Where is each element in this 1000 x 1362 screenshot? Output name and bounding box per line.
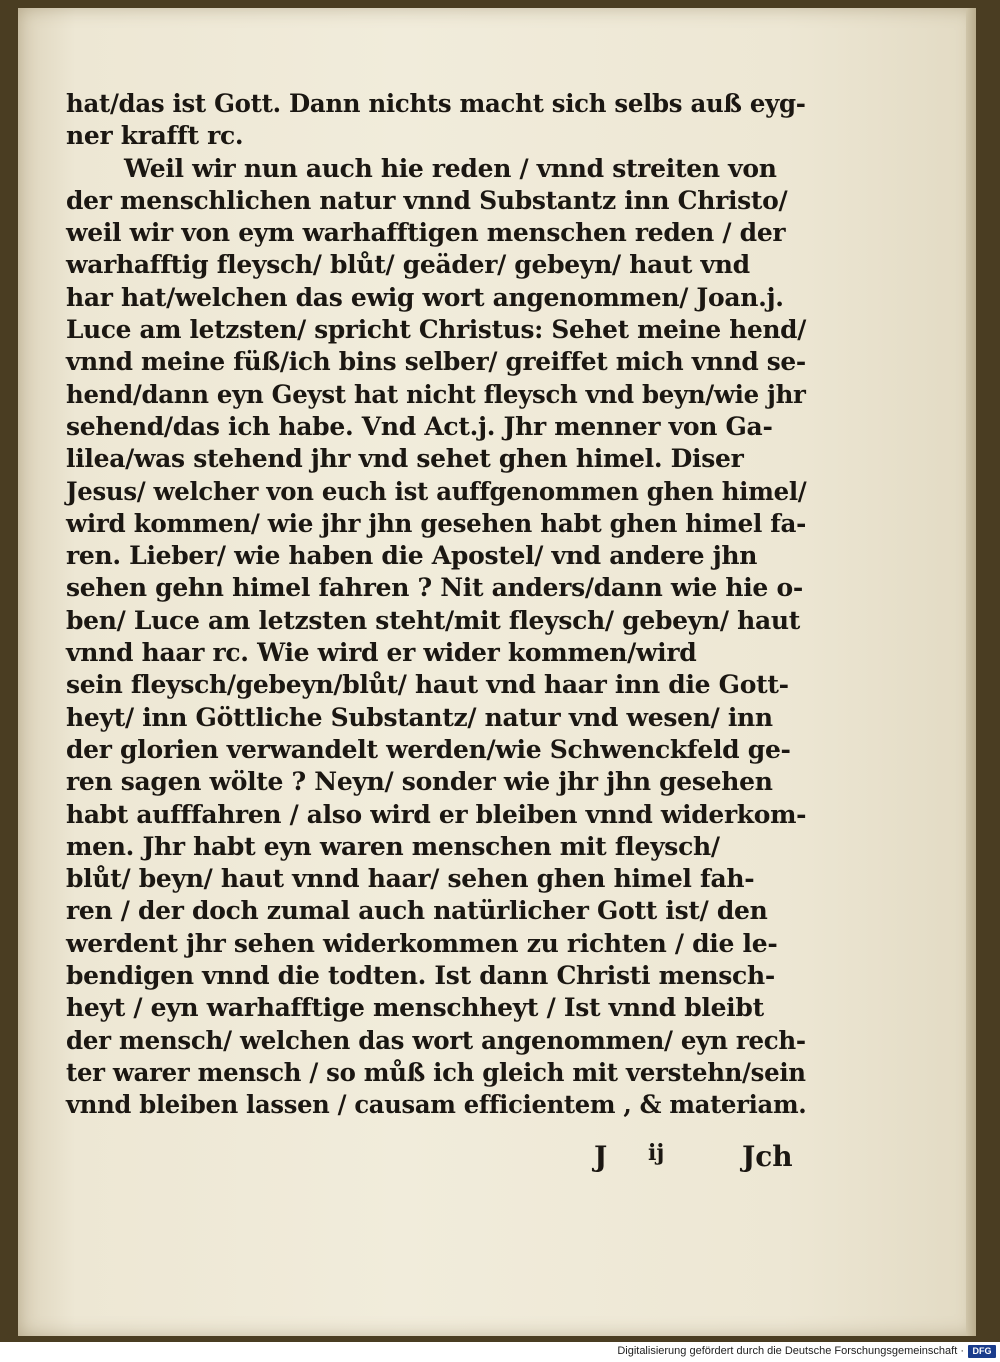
text-line: heyt/ inn Göttliche Substantz/ natur vnd wesen/ inn: [66, 702, 773, 732]
text-line: sehen gehn himel fahren ? Nit anders/dann wie hie o-: [66, 573, 803, 603]
text-line: men. Jhr habt eyn waren menschen mit fleysch/: [66, 831, 720, 861]
footer-credit: Digitalisierung gefördert durch die Deutsche Forschungsgemeinschaft ·: [617, 1345, 964, 1357]
dfg-logo[interactable]: DFG: [968, 1345, 996, 1358]
text-line: weil wir von eym warhafftigen menschen reden / der: [66, 218, 786, 248]
text-line: bendigen vnnd die todten. Ist dann Christi mensch-: [66, 961, 775, 991]
footer-bar: [0, 1342, 1000, 1362]
page-edge: [966, 8, 976, 1336]
text-line: der glorien verwandelt werden/wie Schwenckfeld ge-: [66, 734, 791, 764]
text-line: der menschlichen natur vnnd Substantz inn Christo/: [66, 185, 788, 215]
text-line: ter warer mensch / so můß ich gleich mit verstehn/sein: [66, 1057, 806, 1087]
text-line: wird kommen/ wie jhr jhn gesehen habt ghen himel fa-: [66, 508, 807, 538]
text-line: vnnd haar rc. Wie wird er wider kommen/wird: [66, 638, 697, 668]
text-line: Luce am letzsten/ spricht Christus: Sehet meine hend/: [66, 315, 807, 345]
text-line: vnnd meine füß/ich bins selber/ greiffet mich vnnd se-: [66, 347, 806, 377]
text-line: hat/das ist Gott. Dann nichts macht sich selbs auß eyg-: [66, 89, 806, 118]
signature-line: [66, 1140, 806, 1174]
signature-mark: J: [594, 1140, 608, 1173]
text-line: heyt / eyn warhafftige menschheyt / Ist vnnd bleibt: [66, 993, 764, 1023]
text-line: habt aufffahren / also wird er bleiben vnnd widerkom-: [66, 799, 807, 829]
text-line: der mensch/ welchen das wort angenommen/ eyn rech-: [66, 1025, 806, 1055]
catchword: Jch: [742, 1140, 793, 1173]
text-line: ben/ Luce am letzsten steht/mit fleysch/ gebeyn/ haut: [66, 605, 800, 635]
text-line: Jesus/ welcher von euch ist auffgenommen ghen himel/: [66, 476, 807, 506]
text-line: ren / der doch zumal auch natürlicher Gott ist/ den: [66, 896, 768, 926]
text-line: warhafftig fleysch/ blůt/ geäder/ gebeyn/ haut vnd: [66, 250, 750, 280]
text-line: Weil wir nun auch hie reden / vnnd streiten von: [124, 153, 777, 183]
text-line: hend/dann eyn Geyst hat nicht fleysch vnd beyn/wie jhr: [66, 379, 806, 409]
text-line: ren. Lieber/ wie haben die Apostel/ vnd andere jhn: [66, 541, 758, 571]
text-line: sehend/das ich habe. Vnd Act.j. Jhr menner von Ga-: [66, 411, 773, 441]
text-line: sein fleysch/gebeyn/blůt/ haut vnd haar inn die Gott-: [66, 670, 789, 700]
text-line: har hat/welchen das ewig wort angenommen/ Joan.j.: [66, 282, 784, 312]
signature-number: ij: [648, 1140, 665, 1166]
text-line: werdent jhr sehen widerkommen zu richten / die le-: [66, 928, 778, 958]
text-line: lilea/was stehend jhr vnd sehet ghen himel. Diser: [66, 444, 744, 474]
text-line: blůt/ beyn/ haut vnnd haar/ sehen ghen himel fah-: [66, 864, 755, 894]
text-line: ren sagen wölte ? Neyn/ sonder wie jhr jhn gesehen: [66, 767, 773, 797]
text-line: vnnd bleiben lassen / causam efficientem , & materiam.: [66, 1090, 807, 1120]
text-line: ner krafft rc.: [66, 121, 244, 151]
body-text: [66, 88, 806, 1122]
